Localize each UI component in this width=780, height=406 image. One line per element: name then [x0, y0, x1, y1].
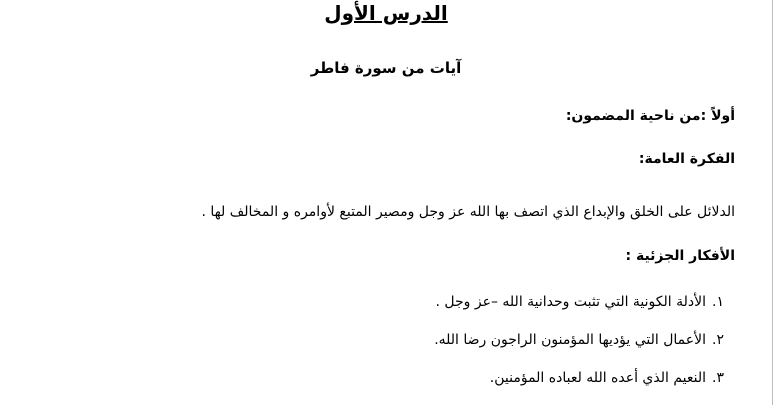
general-idea-text: الدلائل على الخلق والإبداع الذي اتصف بها الله عز وجل ومصير المتبع لأوامره و المخالف لها . [201, 204, 735, 220]
list-item [434, 330, 724, 350]
lesson-subtitle: آيات من سورة فاطر [310, 59, 462, 77]
list-item [434, 368, 724, 388]
content-section-heading: أولاً :من ناحية المضمون: [565, 108, 735, 124]
list-item-number: ٣. [712, 370, 724, 386]
list-item-text: النعيم الذي أعده الله لعباده المؤمنين. [489, 370, 707, 386]
partial-ideas-heading: الأفكار الجزئية : [625, 248, 735, 264]
general-idea-heading: الفكرة العامة: [638, 151, 735, 167]
list-item-number: ١. [712, 294, 724, 310]
list-item-text: الأعمال التي يؤديها المؤمنون الراجون رضا الله. [434, 332, 707, 348]
list-item-number: ٢. [712, 332, 724, 348]
lesson-title: الدرس الأول [324, 1, 448, 25]
list-item [434, 292, 724, 312]
page-edge-divider [772, 0, 773, 405]
partial-ideas-list [434, 292, 724, 406]
list-item-text: الأدلة الكونية التي تثبت وحدانية الله –عز وجل . [435, 294, 707, 310]
